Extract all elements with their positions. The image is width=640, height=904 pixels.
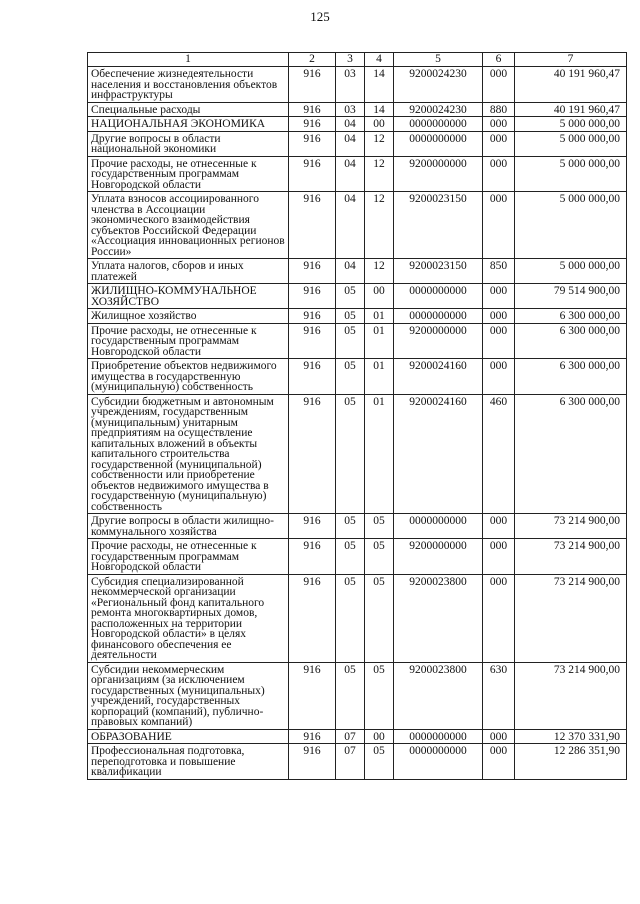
expense-type-cell: 000	[483, 284, 515, 309]
section-cell: 05	[336, 539, 365, 575]
expense-type-cell: 000	[483, 744, 515, 780]
ministry-code-cell: 916	[289, 117, 336, 132]
item-name-cell: ЖИЛИЩНО-КОММУНАЛЬНОЕ ХОЗЯЙСТВО	[88, 284, 289, 309]
section-cell: 05	[336, 662, 365, 729]
table-row	[88, 539, 627, 575]
expense-type-cell: 880	[483, 102, 515, 117]
table-row	[88, 259, 627, 284]
header-cell: 6	[483, 53, 515, 67]
subsection-cell: 12	[365, 192, 394, 259]
target-article-cell: 0000000000	[394, 284, 483, 309]
subsection-cell: 01	[365, 309, 394, 324]
ministry-code-cell: 916	[289, 744, 336, 780]
item-name-cell: Субсидия специализированной некоммерческой организации «Региональный фонд капитального ремонта многоквартирных домов, расположенных на территории Новгородской области» в целях финансового обеспечения ее деятельности	[88, 574, 289, 662]
ministry-code-cell: 916	[289, 394, 336, 514]
table-row	[88, 284, 627, 309]
target-article-cell: 9200000000	[394, 156, 483, 192]
table-row	[88, 131, 627, 156]
target-article-cell: 0000000000	[394, 117, 483, 132]
section-cell: 04	[336, 131, 365, 156]
amount-cell: 73 214 900,00	[515, 574, 627, 662]
section-cell: 04	[336, 117, 365, 132]
section-cell: 05	[336, 359, 365, 395]
amount-cell: 5 000 000,00	[515, 156, 627, 192]
table-row	[88, 729, 627, 744]
ministry-code-cell: 916	[289, 192, 336, 259]
header-cell: 2	[289, 53, 336, 67]
subsection-cell: 01	[365, 394, 394, 514]
item-name-cell: Уплата взносов ассоциированного членства в Ассоциации экономического взаимодействия субъектов Российской Федерации «Ассоциация инновационных регионов России»	[88, 192, 289, 259]
header-cell: 3	[336, 53, 365, 67]
section-cell: 03	[336, 67, 365, 103]
item-name-cell: ОБРАЗОВАНИЕ	[88, 729, 289, 744]
table-header-row	[88, 53, 627, 67]
section-cell: 05	[336, 514, 365, 539]
subsection-cell: 14	[365, 67, 394, 103]
ministry-code-cell: 916	[289, 323, 336, 359]
table-row	[88, 309, 627, 324]
amount-cell: 40 191 960,47	[515, 102, 627, 117]
amount-cell: 5 000 000,00	[515, 131, 627, 156]
subsection-cell: 05	[365, 539, 394, 575]
ministry-code-cell: 916	[289, 284, 336, 309]
item-name-cell: Субсидии некоммерческим организациям (за исключением государственных (муниципальных) учреждений, государственных корпораций (компаний), публично-правовых компаний)	[88, 662, 289, 729]
amount-cell: 73 214 900,00	[515, 514, 627, 539]
section-cell: 05	[336, 284, 365, 309]
expense-type-cell: 850	[483, 259, 515, 284]
header-cell: 5	[394, 53, 483, 67]
expense-type-cell: 000	[483, 131, 515, 156]
item-name-cell: Прочие расходы, не отнесенные к государственным программам Новгородской области	[88, 156, 289, 192]
ministry-code-cell: 916	[289, 514, 336, 539]
item-name-cell: Обеспечение жизнедеятельности населения и восстановления объектов инфраструктуры	[88, 67, 289, 103]
item-name-cell: НАЦИОНАЛЬНАЯ ЭКОНОМИКА	[88, 117, 289, 132]
subsection-cell: 12	[365, 156, 394, 192]
ministry-code-cell: 916	[289, 259, 336, 284]
ministry-code-cell: 916	[289, 309, 336, 324]
ministry-code-cell: 916	[289, 156, 336, 192]
header-cell: 7	[515, 53, 627, 67]
target-article-cell: 9200000000	[394, 539, 483, 575]
table-row	[88, 192, 627, 259]
item-name-cell: Приобретение объектов недвижимого имущества в государственную (муниципальную) собственность	[88, 359, 289, 395]
expense-type-cell: 000	[483, 309, 515, 324]
ministry-code-cell: 916	[289, 359, 336, 395]
amount-cell: 6 300 000,00	[515, 323, 627, 359]
target-article-cell: 9200023150	[394, 259, 483, 284]
ministry-code-cell: 916	[289, 729, 336, 744]
subsection-cell: 12	[365, 131, 394, 156]
item-name-cell: Другие вопросы в области жилищно-коммунального хозяйства	[88, 514, 289, 539]
section-cell: 07	[336, 744, 365, 780]
item-name-cell: Профессиональная подготовка, переподготовка и повышение квалификации	[88, 744, 289, 780]
table-row	[88, 323, 627, 359]
table-row	[88, 574, 627, 662]
item-name-cell: Субсидии бюджетным и автономным учреждениям, государственным (муниципальным) унитарным предприятиям на осуществление капитальных вложений в объекты капитального строительства государственной (муниципальной) собственности или приобретение объектов недвижимого имущества в государственную (муниципальную) собственность	[88, 394, 289, 514]
section-cell: 04	[336, 192, 365, 259]
amount-cell: 6 300 000,00	[515, 309, 627, 324]
expense-type-cell: 460	[483, 394, 515, 514]
amount-cell: 40 191 960,47	[515, 67, 627, 103]
expense-type-cell: 000	[483, 514, 515, 539]
subsection-cell: 00	[365, 117, 394, 132]
ministry-code-cell: 916	[289, 539, 336, 575]
table-row	[88, 156, 627, 192]
subsection-cell: 05	[365, 744, 394, 780]
expense-type-cell: 630	[483, 662, 515, 729]
ministry-code-cell: 916	[289, 574, 336, 662]
subsection-cell: 14	[365, 102, 394, 117]
item-name-cell: Уплата налогов, сборов и иных платежей	[88, 259, 289, 284]
expense-type-cell: 000	[483, 574, 515, 662]
expense-type-cell: 000	[483, 156, 515, 192]
table-row	[88, 514, 627, 539]
expense-type-cell: 000	[483, 67, 515, 103]
section-cell: 04	[336, 156, 365, 192]
item-name-cell: Жилищное хозяйство	[88, 309, 289, 324]
section-cell: 05	[336, 394, 365, 514]
amount-cell: 73 214 900,00	[515, 662, 627, 729]
amount-cell: 5 000 000,00	[515, 259, 627, 284]
section-cell: 05	[336, 323, 365, 359]
budget-table	[87, 52, 627, 780]
ministry-code-cell: 916	[289, 102, 336, 117]
target-article-cell: 9200023800	[394, 662, 483, 729]
ministry-code-cell: 916	[289, 67, 336, 103]
budget-table-body	[88, 53, 627, 780]
section-cell: 07	[336, 729, 365, 744]
expense-type-cell: 000	[483, 192, 515, 259]
section-cell: 05	[336, 309, 365, 324]
ministry-code-cell: 916	[289, 131, 336, 156]
header-cell: 4	[365, 53, 394, 67]
subsection-cell: 00	[365, 729, 394, 744]
expense-type-cell: 000	[483, 729, 515, 744]
subsection-cell: 05	[365, 662, 394, 729]
item-name-cell: Прочие расходы, не отнесенные к государственным программам Новгородской области	[88, 539, 289, 575]
section-cell: 03	[336, 102, 365, 117]
target-article-cell: 9200024230	[394, 102, 483, 117]
expense-type-cell: 000	[483, 539, 515, 575]
target-article-cell: 0000000000	[394, 514, 483, 539]
target-article-cell: 9200023150	[394, 192, 483, 259]
target-article-cell: 9200024160	[394, 394, 483, 514]
table-row	[88, 359, 627, 395]
target-article-cell: 0000000000	[394, 131, 483, 156]
target-article-cell: 9200024160	[394, 359, 483, 395]
amount-cell: 73 214 900,00	[515, 539, 627, 575]
amount-cell: 12 370 331,90	[515, 729, 627, 744]
target-article-cell: 0000000000	[394, 744, 483, 780]
subsection-cell: 05	[365, 574, 394, 662]
target-article-cell: 0000000000	[394, 309, 483, 324]
subsection-cell: 01	[365, 323, 394, 359]
page-number: 125	[310, 9, 330, 24]
table-row	[88, 662, 627, 729]
expense-type-cell: 000	[483, 359, 515, 395]
amount-cell: 6 300 000,00	[515, 394, 627, 514]
item-name-cell: Прочие расходы, не отнесенные к государственным программам Новгородской области	[88, 323, 289, 359]
amount-cell: 5 000 000,00	[515, 192, 627, 259]
header-cell: 1	[88, 53, 289, 67]
target-article-cell: 9200000000	[394, 323, 483, 359]
target-article-cell: 9200024230	[394, 67, 483, 103]
table-row	[88, 102, 627, 117]
item-name-cell: Специальные расходы	[88, 102, 289, 117]
table-row	[88, 117, 627, 132]
amount-cell: 6 300 000,00	[515, 359, 627, 395]
subsection-cell: 05	[365, 514, 394, 539]
subsection-cell: 12	[365, 259, 394, 284]
table-row	[88, 394, 627, 514]
amount-cell: 5 000 000,00	[515, 117, 627, 132]
amount-cell: 79 514 900,00	[515, 284, 627, 309]
table-row	[88, 744, 627, 780]
ministry-code-cell: 916	[289, 662, 336, 729]
table-row	[88, 67, 627, 103]
subsection-cell: 00	[365, 284, 394, 309]
target-article-cell: 9200023800	[394, 574, 483, 662]
amount-cell: 12 286 351,90	[515, 744, 627, 780]
expense-type-cell: 000	[483, 323, 515, 359]
item-name-cell: Другие вопросы в области национальной экономики	[88, 131, 289, 156]
expense-type-cell: 000	[483, 117, 515, 132]
section-cell: 05	[336, 574, 365, 662]
subsection-cell: 01	[365, 359, 394, 395]
section-cell: 04	[336, 259, 365, 284]
target-article-cell: 0000000000	[394, 729, 483, 744]
